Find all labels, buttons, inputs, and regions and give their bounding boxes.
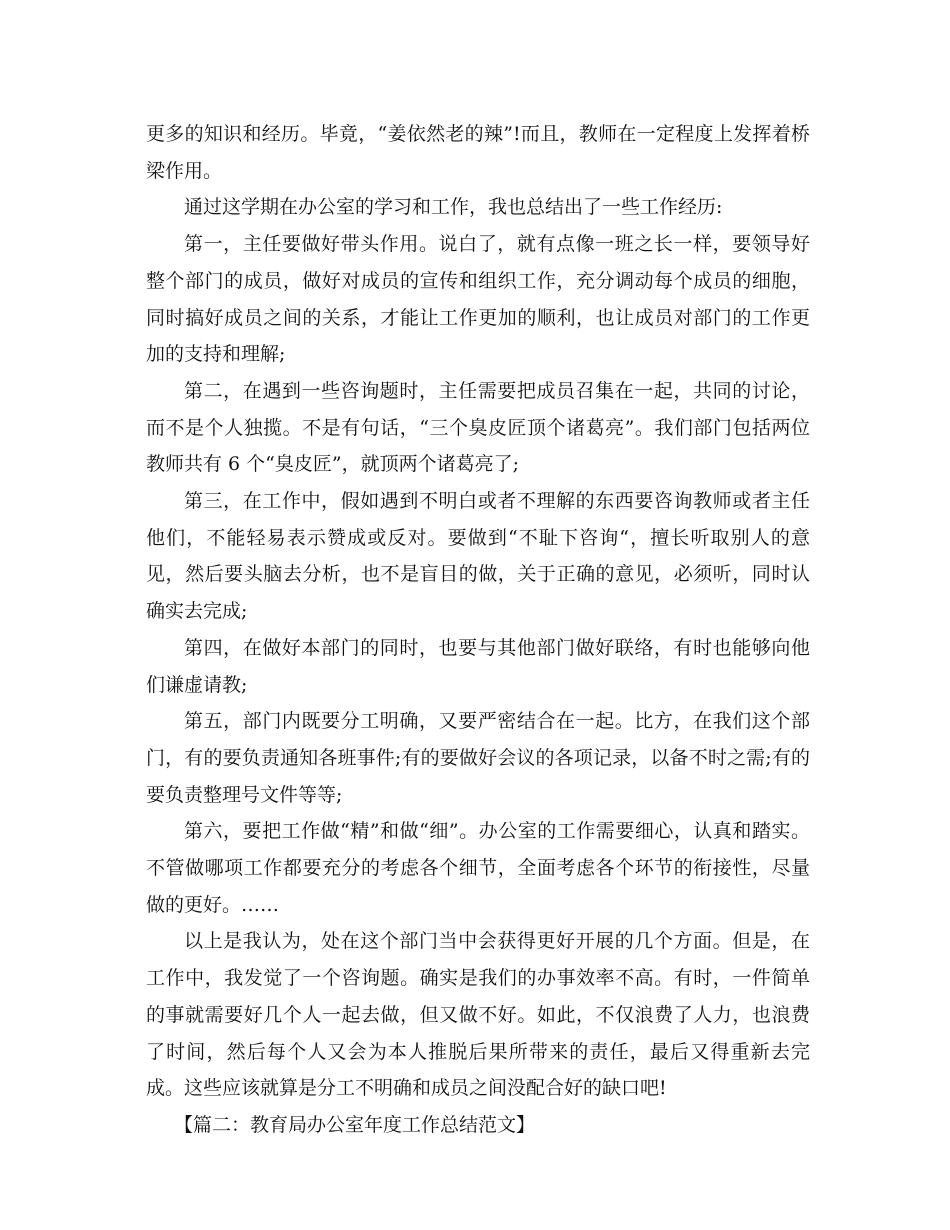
paragraph-continuation: 更多的知识和经历。毕竟，“姜依然老的辣”!而且，教师在一定程度上发挥着桥梁作用。: [146, 123, 810, 182]
paragraph-point-2: 第二，在遇到一些咨询题时，主任需要把成员召集在一起，共同的讨论，而不是个人独揽。不是有句话，“三个臭皮匠顶个诸葛亮”。我们部门包括两位教师共有 6 个“臭皮匠”，就顶两个诸葛亮了;: [146, 379, 810, 476]
document-body: [146, 116, 810, 1144]
paragraph-point-3: 第三，在工作中，假如遇到不明白或者不理解的东西要咨询教师或者主任他们，不能轻易表示赞成或反对。要做到“不耻下咨询“，擅长听取别人的意见，然后要头脑去分析，也不是盲目的做，关于正确的意见，必须听，同时认确实去完成;: [146, 490, 810, 623]
paragraph-point-4: 第四，在做好本部门的同时，也要与其他部门做好联络，有时也能够向他们谦虚请教;: [146, 636, 810, 696]
paragraph-point-1: 第一，主任要做好带头作用。说白了，就有点像一班之长一样，要领导好整个部门的成员，做好对成员的宣传和组织工作，充分调动每个成员的细胞，同时搞好成员之间的关系，才能让工作更加的顺利，也让成员对部门的工作更加的支持和理解;: [146, 233, 810, 366]
paragraph-intro: 通过这学期在办公室的学习和工作，我也总结出了一些工作经历:: [184, 196, 723, 219]
paragraph-point-6: 第六，要把工作做“精”和做“细”。办公室的工作需要细心，认真和踏实。不管做哪项工作都要充分的考虑各个细节，全面考虑各个环节的衔接性，尽量做的更好。……: [146, 820, 810, 916]
paragraph-conclusion: 以上是我认为，处在这个部门当中会获得更好开展的几个方面。但是，在工作中，我发觉了一个咨询题。确实是我们的办事效率不高。有时，一件简单的事就需要好几个人一起去做，但又做不好。如此，不仅浪费了人力，也浪费了时间，然后每个人又会为本人推脱后果所带来的责任，最后又得重新去完成。这些应该就算是分工不明确和成员之间没配合好的缺口吧!: [146, 930, 810, 1100]
paragraph-point-5: 第五，部门内既要分工明确，又要严密结合在一起。比方，在我们这个部门，有的要负责通知各班事件;有的要做好会议的各项记录，以备不时之需;有的要负责整理号文件等等;: [146, 710, 810, 806]
section-heading: 【篇二：教育局办公室年度工作总结范文】: [174, 1113, 536, 1136]
